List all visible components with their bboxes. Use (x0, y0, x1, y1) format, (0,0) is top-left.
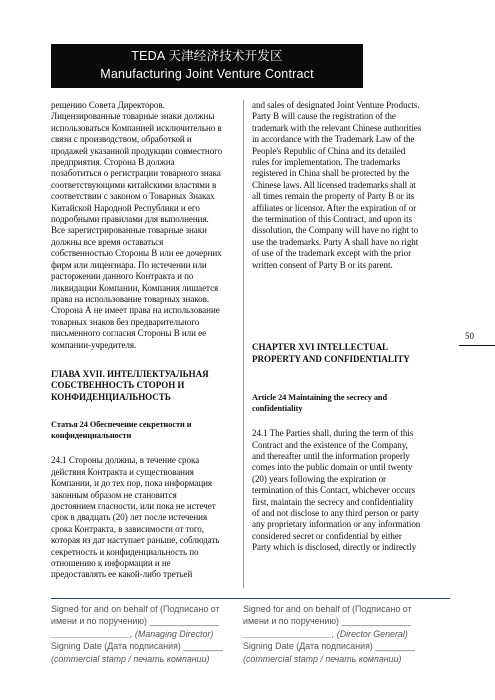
signed-line: Signed for and on behalf of (Подписано от (51, 604, 220, 614)
name-line: имени и по поручению) ______________ (51, 616, 219, 627)
footer-rule (51, 598, 450, 599)
signature-block-right (243, 603, 453, 665)
russian-chapter-heading: ГЛАВА XVII. ИНТЕЛЛЕКТУАЛЬНАЯ СОБСТВЕННОСТЬ СТОРОН И КОНФИДЕНЦИАЛЬНОСТЬ (51, 368, 209, 402)
english-chapter-heading: CHAPTER XVI INTELLECTUAL PROPERTY AND CONFIDENTIALITY (252, 342, 410, 364)
russian-article-heading: Статья 24 Обеспечение секретности и конфиденциальности (51, 420, 192, 440)
english-paragraph-24-1: 24.1 The Parties shall, during the term of this Contract and the existence of the Company, and thereafter until the information properly comes into the public domain or until twenty (20) years following the expiration or termination of this Contact, whichever occurs first, maintain the secrecy and confidentiality of and not disclose to any third person or party any proprietary information or any information considered secret or confidential by either Party which is disclosed, directly or indirectly (252, 428, 421, 553)
name-line: имени и по поручению) ______________ (243, 616, 411, 627)
russian-paragraph-24-1: 24.1 Стороны должны, в течение срока действия Контракта и существования Компании, и до тех пор, пока информация законным образом не становится достоянием гласности, или пока не истечет срок в двадцать (20) лет после истечения срока Контракта, в зависимости от того, которая из дат наступает раньше, соблюдать секретность и конфиденциальность по отношению к информации и не предоставлять ее какой-либо третьей (51, 455, 220, 580)
page-number-rule (459, 345, 495, 346)
role-line: ________________, (Managing Director) (51, 628, 214, 639)
english-article-heading: Article 24 Maintaining the secrecy and confidentiality (252, 392, 388, 413)
russian-column (51, 100, 237, 581)
column-divider (243, 100, 244, 588)
signature-block-left (51, 603, 241, 665)
header-subtitle: Manufacturing Joint Venture Contract (100, 67, 314, 81)
role-line: __________________, (Director General) (243, 628, 408, 639)
date-line: Signing Date (Дата подписания) ________ (243, 641, 415, 652)
date-line: Signing Date (Дата подписания) ________ (51, 641, 223, 652)
stamp-line: (commercial stamp / печать компании) (243, 653, 402, 664)
english-paragraph-trademarks: and sales of designated Joint Venture Products. Party B will cause the registration of the trademark with the relevant Chinese authorities in accordance with the Trademark Law of the People's Republic of China and its detailed rules for implementation. The trademarks registered in China shall be protected by the Chinese laws. All licensed trademarks shall at all times remain the property of Party B or its affiliates or licensor. After the expiration of or the termination of this Contract, and upon its dissolution, the Company will have no right to use the trademarks. Party A shall have no right of use of the trademark except with the prior written consent of Party B or its parent. (252, 100, 422, 270)
signed-line: Signed for and on behalf of (Подписано от (243, 604, 412, 614)
russian-paragraph-trademarks: решению Совета Директоров. Лицензированные товарные знаки должны использоваться Компанией исключительно в связи с производством, обработкой и продажей указанной продукции совместного предприятия. Сторона В должна позаботиться о регистрации товарного знака соответствующими китайскими властями в соответствии с законом о Товарных Знаках Китайской Народной Республики и его подробными правилами для выполнения. Все зарегистрированные товарные знаки должны все время оставаться собственностью Стороны В или ее дочерних фирм или лицензиара. По истечении или расторжении данного Контракта и по ликвидации Компании, Компания лишается права на использование товарных знаков. Сторона А не имеет права на использование товарных знаков без предварительного письменного согласия Стороны В или ее компании-учредителя. (51, 100, 223, 350)
page-number: 50 (465, 331, 474, 341)
stamp-line: (commercial stamp / печать компании) (51, 653, 210, 664)
english-column (252, 100, 450, 554)
header-title: TEDA 天津经济技术开发区 (131, 49, 283, 63)
document-header (51, 44, 363, 88)
